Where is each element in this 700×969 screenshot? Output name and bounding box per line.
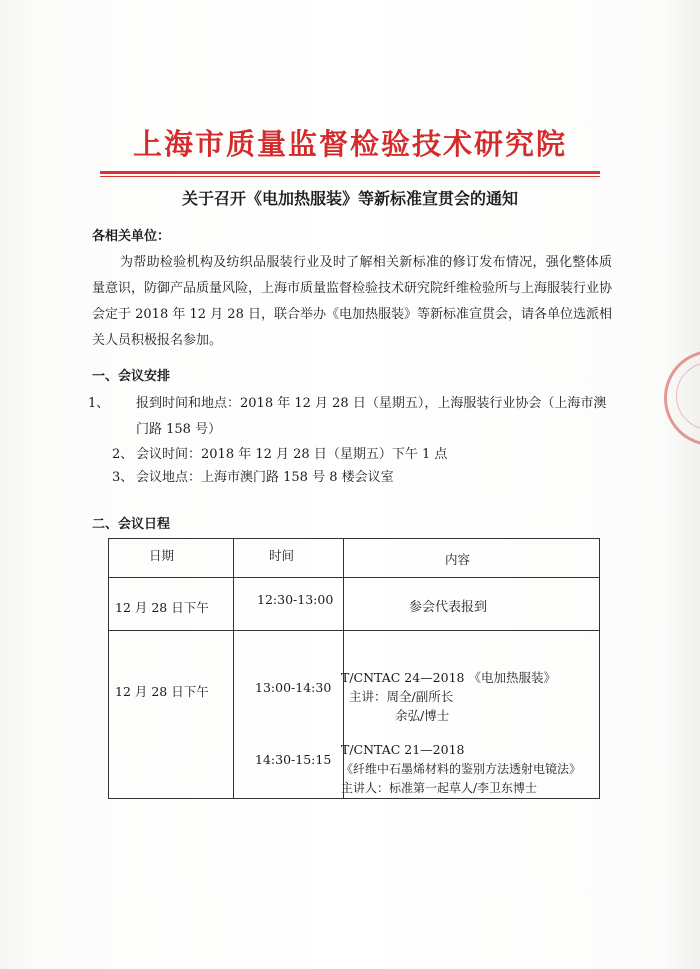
row2-session1-speaker: 主讲：周全/副所长 <box>349 689 454 704</box>
table-header-date: 日期 <box>149 548 175 563</box>
intro-paragraph: 为帮助检验机构及纺织品服装行业及时了解相关新标准的修订发布情况，强化整体质量意识，防御产品质量风险，上海市质量监督检验技术研究院纤维检验所与上海服装行业协会定于 2018 年 12 月 28 日，联合举办《电加热服装》等新标准宣贯会，请各单位选派相关人员积极报名参加。 <box>92 255 613 348</box>
arrangement-item-registration <box>88 391 612 443</box>
section-heading-arrangements: 一、会议安排 <box>92 369 171 384</box>
row1-time: 12:30-13:00 <box>257 592 334 607</box>
row1-date: 12 月 28 日下午 <box>115 600 209 615</box>
row2-session2-standard: T/CNTAC 21—2018 <box>341 742 465 757</box>
table-header-time: 时间 <box>269 548 295 563</box>
item-number: 3、 <box>112 470 134 485</box>
row1-content: 参会代表报到 <box>409 600 488 615</box>
table-header-content: 内容 <box>445 552 471 567</box>
section-heading-schedule: 二、会议日程 <box>92 517 171 532</box>
table-divider <box>109 577 599 578</box>
arrangement-item-meeting-venue <box>112 465 612 491</box>
row2-session2-speaker: 主讲人：标准第一起草人/李卫东博士 <box>341 781 538 795</box>
item-number: 1、 <box>88 396 110 411</box>
item-number: 2、 <box>112 447 134 462</box>
item-text: 会议时间：2018 年 12 月 28 日（星期五）下午 1 点 <box>136 447 448 462</box>
row2-session2-title: 《纤维中石墨烯材料的鉴别方法透射电镜法》 <box>341 762 582 776</box>
table-divider <box>109 630 599 631</box>
row2-session1-standard: T/CNTAC 24—2018 《电加热服装》 <box>341 670 556 685</box>
item-text: 会议地点：上海市澳门路 158 号 8 楼会议室 <box>136 470 394 485</box>
header-red-rule-thin <box>100 176 600 177</box>
addressee: 各相关单位： <box>92 229 171 244</box>
row2-session1-speaker2: 余弘/博士 <box>395 708 450 723</box>
institute-name: 上海市质量监督检验技术研究院 <box>132 127 567 161</box>
schedule-table <box>108 538 600 799</box>
header-red-rule <box>100 171 600 174</box>
item-text: 报到时间和地点：2018 年 12 月 28 日（星期五），上海服装行业协会（上海市澳门路 158 号） <box>136 396 607 437</box>
notice-title: 关于召开《电加热服装》等新标准宣贯会的通知 <box>181 189 518 208</box>
row2-session2-time: 14:30-15:15 <box>255 752 332 767</box>
row2-session1-time: 13:00-14:30 <box>255 680 332 695</box>
row2-date: 12 月 28 日下午 <box>115 684 209 699</box>
